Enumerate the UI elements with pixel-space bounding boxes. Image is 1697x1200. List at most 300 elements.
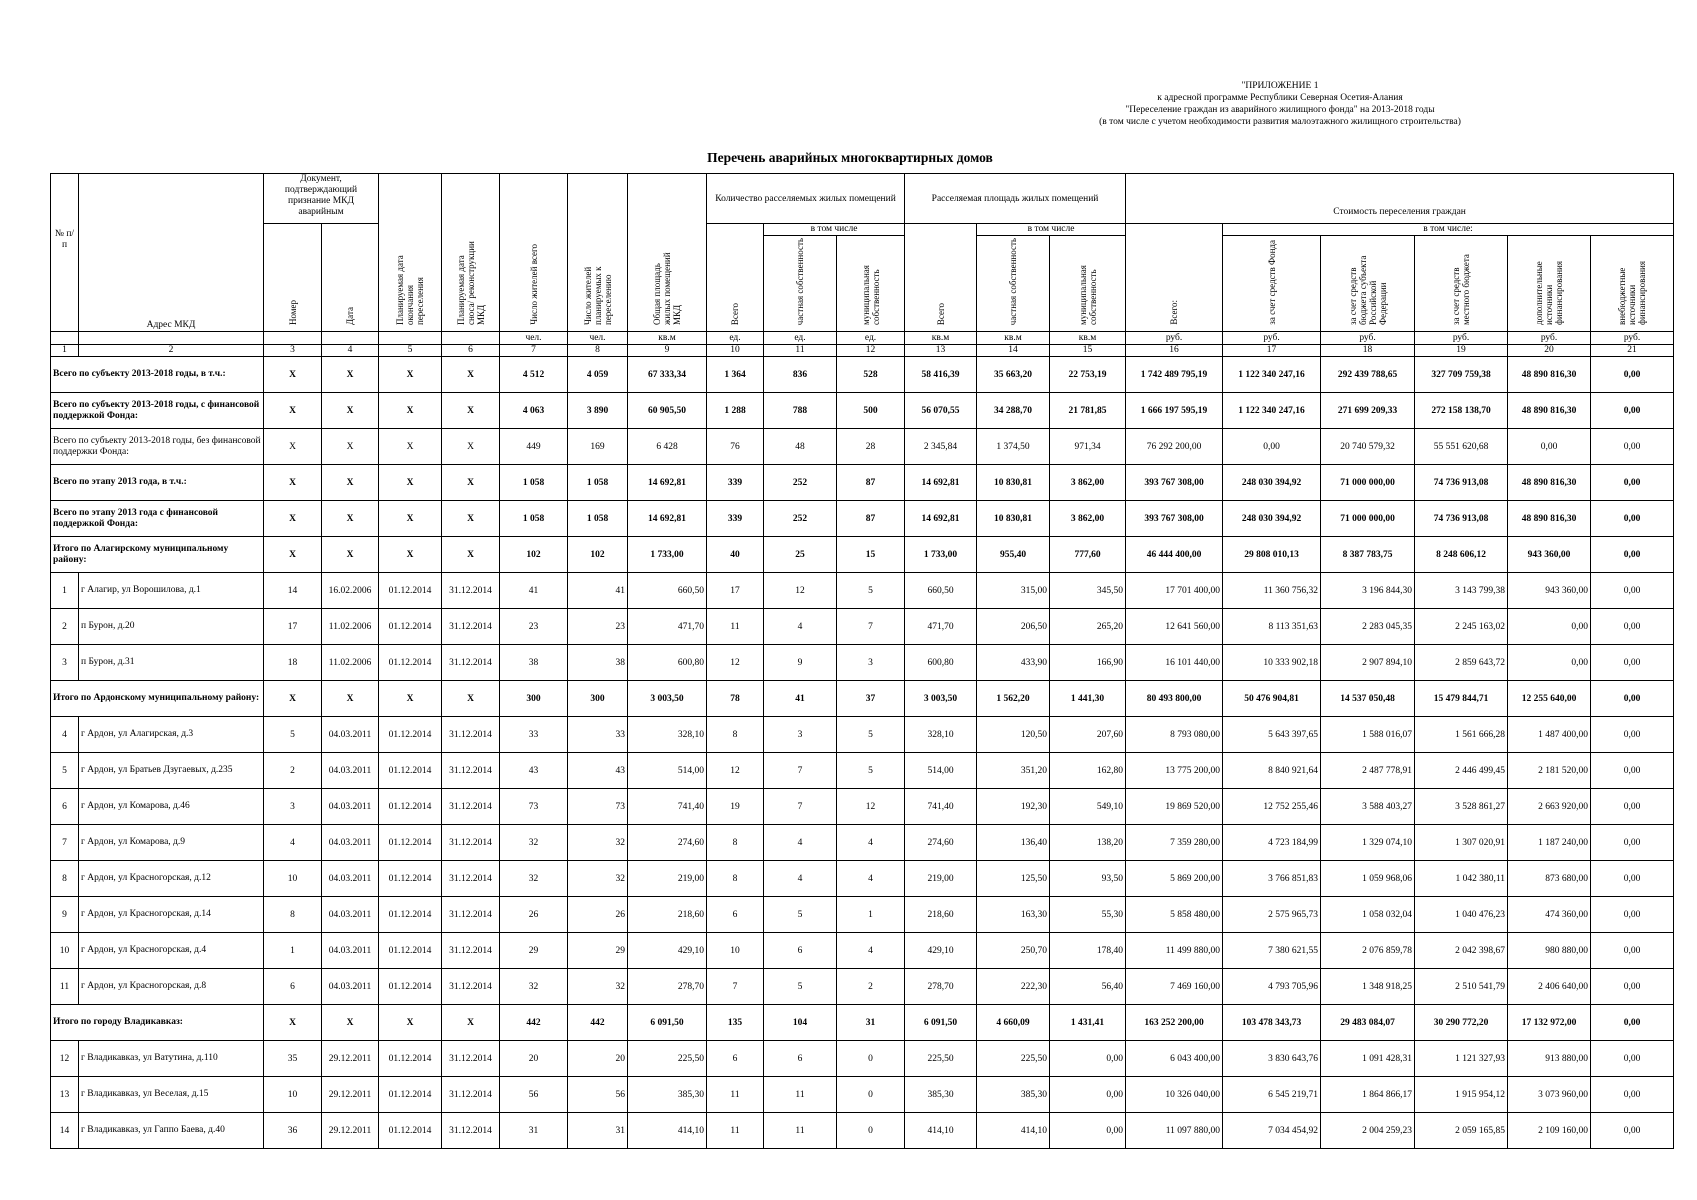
data-cell: 414,10	[905, 1113, 977, 1149]
unit-cell: руб.	[1415, 332, 1508, 345]
data-cell: 0,00	[1591, 717, 1674, 753]
emergency-houses-table	[50, 173, 1674, 1149]
column-number-cell: 17	[1223, 345, 1321, 357]
data-cell: 4	[764, 609, 837, 645]
data-cell: 514,00	[905, 753, 977, 789]
data-cell: 0,00	[1591, 465, 1674, 501]
data-cell: 01.12.2014	[379, 933, 442, 969]
data-cell: 10 333 902,18	[1223, 645, 1321, 681]
data-cell: 20 740 579,32	[1321, 429, 1415, 465]
data-cell: X	[322, 357, 379, 393]
header-area-group: Расселяемая площадь жилых помещений	[905, 174, 1126, 224]
data-cell: X	[322, 681, 379, 717]
row-number: 13	[51, 1077, 79, 1113]
data-cell: 3	[837, 645, 905, 681]
row-label: Итого по городу Владикавказ:	[51, 1005, 264, 1041]
row-address: п Бурон, д.31	[79, 645, 264, 681]
data-cell: 0,00	[1591, 393, 1674, 429]
data-cell: 278,70	[905, 969, 977, 1005]
data-cell: 01.12.2014	[379, 825, 442, 861]
data-cell: 56,40	[1050, 969, 1126, 1005]
data-cell: 4 512	[500, 357, 568, 393]
header-area-municipal: муниципальная собственность	[1050, 236, 1126, 332]
data-cell: 01.12.2014	[379, 609, 442, 645]
data-cell: 7 469 160,00	[1126, 969, 1223, 1005]
data-cell: 1 122 340 247,16	[1223, 357, 1321, 393]
unit-cell: кв.м	[628, 332, 707, 345]
data-cell: 1	[837, 897, 905, 933]
data-cell: 5	[264, 717, 322, 753]
data-cell: 1 058 032,04	[1321, 897, 1415, 933]
data-cell: X	[322, 501, 379, 537]
header-planned-resettle: Планируемая дата окончания переселения	[379, 174, 442, 332]
data-cell: 33	[568, 717, 628, 753]
table-row	[51, 861, 1674, 897]
data-cell: 04.03.2011	[322, 933, 379, 969]
data-cell: 48 890 816,30	[1508, 393, 1591, 429]
data-cell: 104	[764, 1005, 837, 1041]
data-cell: 272 158 138,70	[1415, 393, 1508, 429]
row-address: г Ардон, ул Красногорская, д.8	[79, 969, 264, 1005]
row-address: г Владикавказ, ул Гаппо Баева, д.40	[79, 1113, 264, 1149]
data-cell: 11	[764, 1113, 837, 1149]
data-cell: 32	[568, 825, 628, 861]
data-cell: X	[264, 429, 322, 465]
data-cell: 12	[764, 573, 837, 609]
data-cell: 31.12.2014	[442, 1113, 500, 1149]
data-cell: 21 781,85	[1050, 393, 1126, 429]
subtotal-row	[51, 1005, 1674, 1041]
data-cell: X	[322, 537, 379, 573]
data-cell: 836	[764, 357, 837, 393]
data-cell: 58 416,39	[905, 357, 977, 393]
data-cell: 04.03.2011	[322, 717, 379, 753]
data-cell: 0,00	[1591, 681, 1674, 717]
data-cell: 6 428	[628, 429, 707, 465]
table-row	[51, 933, 1674, 969]
data-cell: 3 830 643,76	[1223, 1041, 1321, 1077]
data-cell: 1 042 380,11	[1415, 861, 1508, 897]
data-cell: 76 292 200,00	[1126, 429, 1223, 465]
data-cell: 04.03.2011	[322, 897, 379, 933]
table-row	[51, 645, 1674, 681]
data-cell: 12	[707, 645, 764, 681]
data-cell: 31.12.2014	[442, 717, 500, 753]
row-number: 12	[51, 1041, 79, 1077]
data-cell: 31.12.2014	[442, 573, 500, 609]
subtotal-row	[51, 537, 1674, 573]
data-cell: 252	[764, 465, 837, 501]
data-cell: 17 132 972,00	[1508, 1005, 1591, 1041]
data-cell: 14 537 050,48	[1321, 681, 1415, 717]
row-label: Итого по Ардонскому муниципальному району:	[51, 681, 264, 717]
data-cell: 43	[500, 753, 568, 789]
data-cell: 22 753,19	[1050, 357, 1126, 393]
data-cell: X	[442, 537, 500, 573]
data-cell: 339	[707, 465, 764, 501]
data-cell: 433,90	[977, 645, 1050, 681]
data-cell: 13 775 200,00	[1126, 753, 1223, 789]
data-cell: 1 561 666,28	[1415, 717, 1508, 753]
row-address: п Бурон, д.20	[79, 609, 264, 645]
header-doc-date: Дата	[322, 224, 379, 332]
column-number-cell: 5	[379, 345, 442, 357]
row-label: Всего по субъекту 2013-2018 годы, с финансовой поддержкой Фонда:	[51, 393, 264, 429]
data-cell: 19	[707, 789, 764, 825]
data-cell: 28	[837, 429, 905, 465]
data-cell: X	[264, 357, 322, 393]
data-cell: 500	[837, 393, 905, 429]
data-cell: 192,30	[977, 789, 1050, 825]
data-cell: 31.12.2014	[442, 933, 500, 969]
data-cell: 274,60	[905, 825, 977, 861]
row-address: г Ардон, ул Комарова, д.9	[79, 825, 264, 861]
data-cell: 102	[500, 537, 568, 573]
data-cell: 7 380 621,55	[1223, 933, 1321, 969]
data-cell: 35 663,20	[977, 357, 1050, 393]
data-cell: 3	[764, 717, 837, 753]
data-cell: 471,70	[628, 609, 707, 645]
data-cell: X	[379, 465, 442, 501]
data-cell: 41	[568, 573, 628, 609]
column-number-cell: 7	[500, 345, 568, 357]
data-cell: 7	[707, 969, 764, 1005]
data-cell: 0,00	[1050, 1113, 1126, 1149]
row-number: 6	[51, 789, 79, 825]
unit-cell: чел.	[500, 332, 568, 345]
data-cell: 56	[568, 1077, 628, 1113]
unit-cell: кв.м	[977, 332, 1050, 345]
data-cell: 4 660,09	[977, 1005, 1050, 1041]
data-cell: 31.12.2014	[442, 1041, 500, 1077]
data-cell: 8 793 080,00	[1126, 717, 1223, 753]
data-cell: 0,00	[1591, 429, 1674, 465]
row-number: 4	[51, 717, 79, 753]
data-cell: 2 859 643,72	[1415, 645, 1508, 681]
data-cell: 38	[500, 645, 568, 681]
unit-cell	[79, 332, 264, 345]
data-cell: 252	[764, 501, 837, 537]
data-cell: 225,50	[977, 1041, 1050, 1077]
data-cell: X	[322, 465, 379, 501]
row-number: 5	[51, 753, 79, 789]
data-cell: 103 478 343,73	[1223, 1005, 1321, 1041]
data-cell: 327 709 759,38	[1415, 357, 1508, 393]
data-cell: 4	[264, 825, 322, 861]
data-cell: 43	[568, 753, 628, 789]
data-cell: 474 360,00	[1508, 897, 1591, 933]
data-cell: 11.02.2006	[322, 645, 379, 681]
data-cell: 67 333,34	[628, 357, 707, 393]
data-cell: 3 196 844,30	[1321, 573, 1415, 609]
data-cell: 328,10	[628, 717, 707, 753]
data-cell: 315,00	[977, 573, 1050, 609]
row-number: 11	[51, 969, 79, 1005]
data-cell: 955,40	[977, 537, 1050, 573]
data-cell: 78	[707, 681, 764, 717]
column-number-cell: 13	[905, 345, 977, 357]
data-cell: 41	[500, 573, 568, 609]
data-cell: 71 000 000,00	[1321, 465, 1415, 501]
data-cell: 163 252 200,00	[1126, 1005, 1223, 1041]
data-cell: 60 905,50	[628, 393, 707, 429]
data-cell: 1 441,30	[1050, 681, 1126, 717]
data-cell: 6	[764, 933, 837, 969]
data-cell: 04.03.2011	[322, 753, 379, 789]
data-cell: 04.03.2011	[322, 969, 379, 1005]
data-cell: 1 058	[568, 465, 628, 501]
table-row	[51, 1041, 1674, 1077]
data-cell: 6 043 400,00	[1126, 1041, 1223, 1077]
data-cell: 31.12.2014	[442, 753, 500, 789]
column-number-cell: 3	[264, 345, 322, 357]
header-cost-subject: за счет средств бюджета субъекта Российской Федерации	[1321, 236, 1415, 332]
data-cell: 0,00	[1591, 537, 1674, 573]
data-cell: 6	[707, 1041, 764, 1077]
data-cell: 01.12.2014	[379, 717, 442, 753]
data-cell: 7 359 280,00	[1126, 825, 1223, 861]
data-cell: 1 562,20	[977, 681, 1050, 717]
data-cell: 19 869 520,00	[1126, 789, 1223, 825]
data-cell: 3 003,50	[905, 681, 977, 717]
row-address: г Ардон, ул Комарова, д.46	[79, 789, 264, 825]
data-cell: 32	[500, 861, 568, 897]
data-cell: 29 483 084,07	[1321, 1005, 1415, 1041]
data-cell: 34 288,70	[977, 393, 1050, 429]
data-cell: 788	[764, 393, 837, 429]
data-cell: 01.12.2014	[379, 897, 442, 933]
table-row	[51, 825, 1674, 861]
data-cell: 14 692,81	[905, 501, 977, 537]
data-cell: 0,00	[1591, 1077, 1674, 1113]
appendix-line-2: к адресной программе Республики Северная Осетия-Алания	[1157, 93, 1403, 103]
row-address: г Владикавказ, ул Веселая, д.15	[79, 1077, 264, 1113]
data-cell: 0,00	[1050, 1077, 1126, 1113]
data-cell: 5 858 480,00	[1126, 897, 1223, 933]
data-cell: 549,10	[1050, 789, 1126, 825]
data-cell: X	[264, 1005, 322, 1041]
data-cell: 7	[764, 753, 837, 789]
data-cell: 178,40	[1050, 933, 1126, 969]
data-cell: 14 692,81	[628, 501, 707, 537]
data-cell: X	[442, 501, 500, 537]
data-cell: 218,60	[905, 897, 977, 933]
data-cell: 15	[837, 537, 905, 573]
data-cell: 20	[500, 1041, 568, 1077]
row-address: г Ардон, ул Алагирская, д.3	[79, 717, 264, 753]
data-cell: 345,50	[1050, 573, 1126, 609]
data-cell: 0,00	[1591, 789, 1674, 825]
data-cell: 48 890 816,30	[1508, 357, 1591, 393]
data-cell: 162,80	[1050, 753, 1126, 789]
data-cell: 26	[500, 897, 568, 933]
data-cell: X	[264, 393, 322, 429]
data-cell: 10 830,81	[977, 501, 1050, 537]
data-cell: 10 326 040,00	[1126, 1077, 1223, 1113]
data-cell: 01.12.2014	[379, 573, 442, 609]
row-number: 1	[51, 573, 79, 609]
data-cell: 12	[707, 753, 764, 789]
data-cell: 31.12.2014	[442, 645, 500, 681]
data-cell: 1 364	[707, 357, 764, 393]
data-cell: 71 000 000,00	[1321, 501, 1415, 537]
data-cell: 1 666 197 595,19	[1126, 393, 1223, 429]
unit-cell: ед.	[707, 332, 764, 345]
data-cell: 7 034 454,92	[1223, 1113, 1321, 1149]
header-residents-total: Число жителей всего	[500, 174, 568, 332]
data-cell: 6	[264, 969, 322, 1005]
column-number-cell: 12	[837, 345, 905, 357]
table-row	[51, 609, 1674, 645]
table-row	[51, 1077, 1674, 1113]
data-cell: 166,90	[1050, 645, 1126, 681]
data-cell: 271 699 209,33	[1321, 393, 1415, 429]
data-cell: 328,10	[905, 717, 977, 753]
column-number-cell: 14	[977, 345, 1050, 357]
header-cost-extrabudget: внебюджетные источники финансирования	[1591, 236, 1674, 332]
unit-cell: руб.	[1508, 332, 1591, 345]
table-row	[51, 897, 1674, 933]
table-row	[51, 573, 1674, 609]
data-cell: 102	[568, 537, 628, 573]
data-cell: 26	[568, 897, 628, 933]
data-cell: 6 091,50	[628, 1005, 707, 1041]
data-cell: 2	[264, 753, 322, 789]
data-cell: 385,30	[977, 1077, 1050, 1113]
data-cell: 4	[837, 861, 905, 897]
data-cell: 8 248 606,12	[1415, 537, 1508, 573]
unit-cell: ед.	[764, 332, 837, 345]
column-number-cell: 10	[707, 345, 764, 357]
data-cell: X	[442, 393, 500, 429]
row-number: 14	[51, 1113, 79, 1149]
data-cell: 32	[568, 969, 628, 1005]
data-cell: X	[264, 465, 322, 501]
data-cell: 8 113 351,63	[1223, 609, 1321, 645]
data-cell: 514,00	[628, 753, 707, 789]
header-area-private: частная собственность	[977, 236, 1050, 332]
data-cell: 01.12.2014	[379, 789, 442, 825]
data-cell: 14 692,81	[905, 465, 977, 501]
header-num: № п/п	[51, 174, 79, 332]
data-cell: 12 641 560,00	[1126, 609, 1223, 645]
data-cell: X	[442, 681, 500, 717]
data-cell: 87	[837, 465, 905, 501]
column-numbers-row	[51, 345, 1674, 357]
data-cell: 219,00	[628, 861, 707, 897]
data-cell: 3 890	[568, 393, 628, 429]
data-cell: 0,00	[1591, 501, 1674, 537]
data-cell: 1 058	[568, 501, 628, 537]
data-cell: 250,70	[977, 933, 1050, 969]
data-cell: 14	[264, 573, 322, 609]
data-cell: 31.12.2014	[442, 861, 500, 897]
data-cell: 219,00	[905, 861, 977, 897]
data-cell: 1 058	[500, 465, 568, 501]
data-cell: 25	[764, 537, 837, 573]
data-cell: 8 840 921,64	[1223, 753, 1321, 789]
header-area-incl: в том числе	[977, 224, 1126, 236]
data-cell: 0,00	[1591, 897, 1674, 933]
data-cell: X	[442, 357, 500, 393]
data-cell: 17	[707, 573, 764, 609]
data-cell: 11	[707, 1077, 764, 1113]
data-cell: 01.12.2014	[379, 861, 442, 897]
table-row	[51, 1113, 1674, 1149]
subtotal-row	[51, 357, 1674, 393]
unit-cell: руб.	[1591, 332, 1674, 345]
data-cell: 943 360,00	[1508, 573, 1591, 609]
data-cell: 6 091,50	[905, 1005, 977, 1041]
data-cell: 385,30	[905, 1077, 977, 1113]
header-cost-group: Стоимость переселения граждан	[1126, 174, 1674, 224]
data-cell: 206,50	[977, 609, 1050, 645]
data-cell: 2 042 398,67	[1415, 933, 1508, 969]
header-cost-total: Всего:	[1126, 224, 1223, 332]
data-cell: 31.12.2014	[442, 789, 500, 825]
data-cell: X	[322, 393, 379, 429]
header-residents-planned: Число жителей планируемых к переселению	[568, 174, 628, 332]
data-cell: 11.02.2006	[322, 609, 379, 645]
data-cell: 56 070,55	[905, 393, 977, 429]
data-cell: 913 880,00	[1508, 1041, 1591, 1077]
data-cell: X	[322, 429, 379, 465]
data-cell: 442	[568, 1005, 628, 1041]
data-cell: 169	[568, 429, 628, 465]
data-cell: 56	[500, 1077, 568, 1113]
data-cell: 2 004 259,23	[1321, 1113, 1415, 1149]
column-number-cell: 16	[1126, 345, 1223, 357]
data-cell: 29.12.2011	[322, 1113, 379, 1149]
data-cell: 248 030 394,92	[1223, 501, 1321, 537]
data-cell: 777,60	[1050, 537, 1126, 573]
row-number: 9	[51, 897, 79, 933]
data-cell: 5	[764, 969, 837, 1005]
row-number: 2	[51, 609, 79, 645]
data-cell: 0,00	[1591, 1113, 1674, 1149]
unit-cell	[442, 332, 500, 345]
data-cell: 2 446 499,45	[1415, 753, 1508, 789]
column-number-cell: 18	[1321, 345, 1415, 357]
data-cell: 873 680,00	[1508, 861, 1591, 897]
appendix-line-3: "Переселение граждан из аварийного жилищного фонда" на 2013-2018 годы	[1125, 105, 1435, 115]
data-cell: 0	[837, 1041, 905, 1077]
data-cell: 76	[707, 429, 764, 465]
data-cell: 01.12.2014	[379, 1113, 442, 1149]
data-cell: 31.12.2014	[442, 1077, 500, 1113]
data-cell: 3 528 861,27	[1415, 789, 1508, 825]
data-cell: 0,00	[1591, 969, 1674, 1005]
data-cell: 1 058	[500, 501, 568, 537]
data-cell: 23	[500, 609, 568, 645]
data-cell: 37	[837, 681, 905, 717]
row-address: г Ардон, ул Красногорская, д.12	[79, 861, 264, 897]
data-cell: 0	[837, 1077, 905, 1113]
data-cell: 218,60	[628, 897, 707, 933]
data-cell: 3 588 403,27	[1321, 789, 1415, 825]
data-cell: 3 862,00	[1050, 501, 1126, 537]
data-cell: 48	[764, 429, 837, 465]
data-cell: 0,00	[1591, 1005, 1674, 1041]
data-cell: 46 444 400,00	[1126, 537, 1223, 573]
header-doc-group: Документ, подтверждающий признание МКД аварийным	[264, 174, 379, 224]
row-address: г Ардон, ул Красногорская, д.14	[79, 897, 264, 933]
data-cell: 471,70	[905, 609, 977, 645]
data-cell: 12 255 640,00	[1508, 681, 1591, 717]
header-planned-demolish: Планируемая дата сноса/ реконструкции МКД	[442, 174, 500, 332]
unit-cell	[264, 332, 322, 345]
data-cell: 163,30	[977, 897, 1050, 933]
